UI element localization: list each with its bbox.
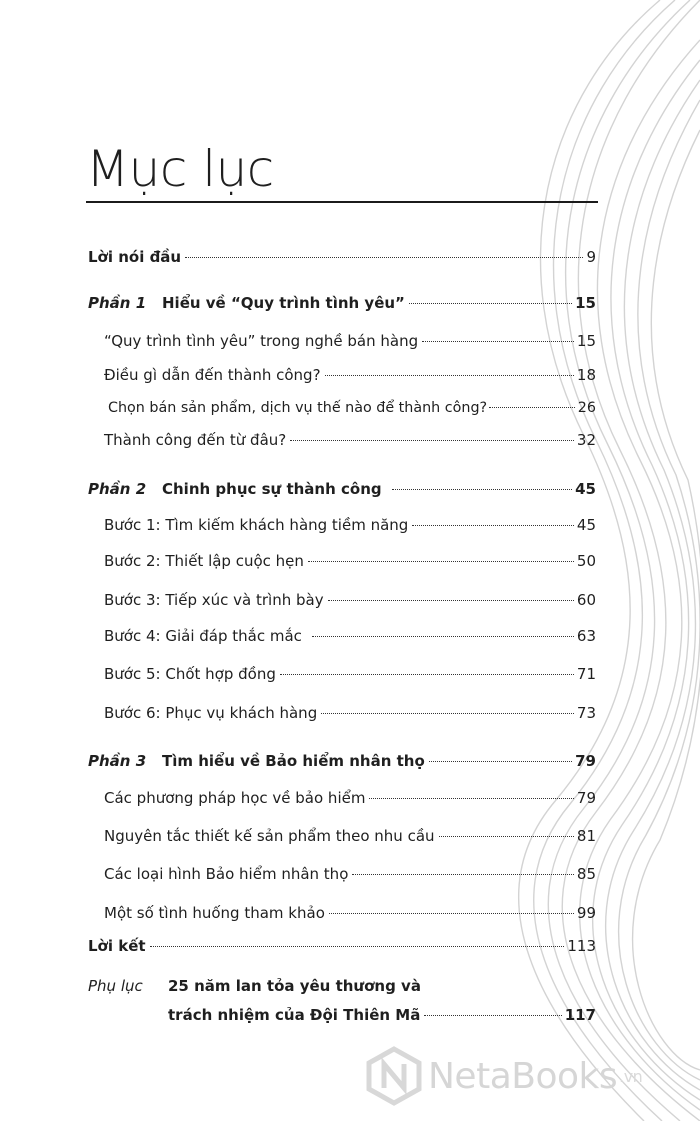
toc-entry-label: Bước 6: Phục vụ khách hàng [104,704,318,722]
watermark [364,1046,642,1106]
toc-entry[interactable] [104,515,596,535]
dot-leader [312,636,574,637]
dot-leader [328,600,574,601]
dot-leader [439,836,574,837]
part-heading: Tìm hiểu về Bảo hiểm nhân thọ [162,752,425,770]
part-label: Phần 2 [88,480,147,498]
toc-entry-page: 79 [576,789,596,807]
toc-appendix-heading[interactable] [88,977,421,995]
toc-entry[interactable] [104,331,596,351]
toc-entry-page: 32 [576,431,596,449]
dot-leader [280,674,574,675]
dot-leader [325,375,574,376]
toc-entry-page: 71 [576,665,596,683]
toc-entry-label: Bước 2: Thiết lập cuộc hẹn [104,552,304,570]
toc-entry-page: 60 [576,591,596,609]
toc-entry-preface[interactable] [88,247,596,267]
dot-leader [150,946,565,947]
toc-entry-page: 26 [577,400,596,416]
dot-leader [422,341,574,342]
toc-entry-page: 15 [575,294,596,312]
dot-leader [412,525,574,526]
toc-entry[interactable] [108,398,596,418]
toc-entry-conclusion[interactable] [88,936,596,956]
page-title: Mục lục [86,140,274,198]
toc-part-1[interactable] [88,293,596,313]
toc-entry[interactable] [104,788,596,808]
toc-entry-label: Điều gì dẫn đến thành công? [104,366,321,384]
toc-entry-label: Các phương pháp học về bảo hiểm [104,789,366,807]
toc-part-2[interactable] [88,479,596,499]
toc-entry-page: 85 [576,865,596,883]
dot-leader [369,798,573,799]
appendix-title-line1: 25 năm lan tỏa yêu thương và [168,977,421,995]
toc-entry[interactable] [104,365,596,385]
toc-entry[interactable] [104,590,596,610]
toc-entry-label: Một số tình huống tham khảo [104,904,325,922]
toc-entry-page: 117 [564,1006,596,1024]
watermark-brand: NetaBooks [428,1055,618,1097]
toc-entry[interactable] [104,626,596,646]
toc-entry-page: 18 [576,366,596,384]
toc-entry[interactable] [104,430,596,450]
toc-entry-page: 9 [586,248,596,266]
dot-leader [489,407,575,408]
toc-entry-label: Chọn bán sản phẩm, dịch vụ thế nào để thành công? [108,400,488,416]
appendix-label: Phụ lục [88,977,143,995]
toc-entry-page: 79 [575,752,596,770]
toc-entry-label: Bước 4: Giải đáp thắc mắc [104,627,302,645]
toc-entry-page: 50 [576,552,596,570]
toc-entry-page: 73 [576,704,596,722]
dot-leader [409,303,572,304]
dot-leader [185,257,583,258]
dot-leader [308,561,574,562]
watermark-suffix: .vn [619,1066,643,1086]
part-label: Phần 3 [88,752,147,770]
toc-entry[interactable] [104,703,596,723]
toc-entry[interactable] [104,864,596,884]
toc-entry-page: 81 [576,827,596,845]
toc-entry-page: 113 [567,937,596,955]
appendix-title-line2: trách nhiệm của Đội Thiên Mã [168,1006,421,1024]
toc-entry-label: Các loại hình Bảo hiểm nhân thọ [104,865,349,883]
dot-leader [429,761,572,762]
toc-entry-label: Bước 5: Chốt hợp đồng [104,665,276,683]
toc-entry[interactable] [104,664,596,684]
title-underline [86,201,598,203]
toc-entry-label: “Quy trình tình yêu” trong nghề bán hàng [104,332,419,350]
part-heading: Chinh phục sự thành công [162,480,382,498]
dot-leader [392,489,573,490]
part-heading: Hiểu về “Quy trình tình yêu” [162,294,405,312]
toc-entry[interactable] [104,551,596,571]
toc-entry-label: Nguyên tắc thiết kế sản phẩm theo nhu cầu [104,827,435,845]
dot-leader [290,440,574,441]
netabooks-logo-icon [364,1046,424,1106]
dot-leader [321,713,574,714]
toc-entry[interactable] [104,903,596,923]
dot-leader [352,874,574,875]
toc-entry-label: Lời nói đầu [88,248,182,266]
toc-part-3[interactable] [88,751,596,771]
toc-entry-page: 99 [576,904,596,922]
toc-entry-page: 63 [576,627,596,645]
toc-entry-page: 45 [576,516,596,534]
toc-appendix-line2[interactable] [168,1005,596,1025]
toc-entry-label: Bước 3: Tiếp xúc và trình bày [104,591,324,609]
toc-entry-label: Thành công đến từ đâu? [104,431,287,449]
toc-entry-page: 15 [576,332,596,350]
dot-leader [424,1015,561,1016]
toc-entry[interactable] [104,826,596,846]
toc-entry-label: Lời kết [88,937,146,955]
toc-entry-label: Bước 1: Tìm kiếm khách hàng tiềm năng [104,516,409,534]
toc-entry-page: 45 [575,480,596,498]
part-label: Phần 1 [88,294,147,312]
dot-leader [329,913,574,914]
